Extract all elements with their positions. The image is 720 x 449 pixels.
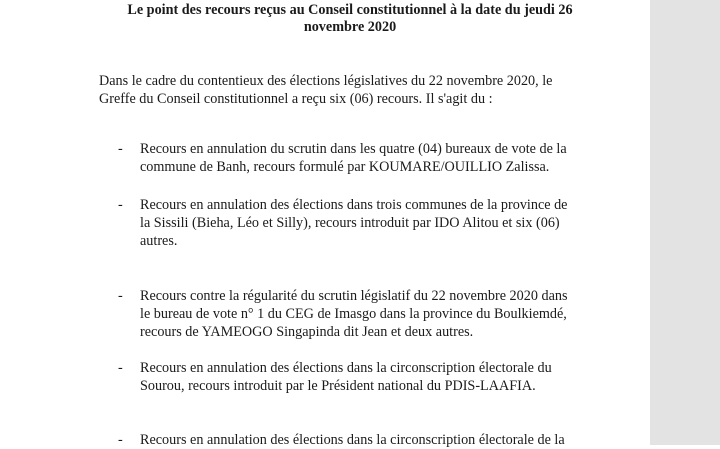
list-item-text <box>140 287 618 341</box>
list-item-line: Recours en annulation des élections dans trois communes de la province de <box>140 197 568 213</box>
list-item-line: Recours en annulation des élections dans la circonscription électorale du <box>140 360 552 376</box>
list-item-text <box>140 196 618 250</box>
list-item-line: Recours en annulation du scrutin dans les quatre (04) bureaux de vote de la <box>140 141 567 157</box>
list-item-text <box>140 359 618 395</box>
list-bullet: - <box>118 432 123 448</box>
page-title <box>80 2 620 36</box>
list-item-line: Sourou, recours introduit par le Président national du PDIS-LAAFIA. <box>140 378 536 394</box>
list-item-line: autres. <box>140 233 178 249</box>
list-bullet: - <box>118 360 123 376</box>
intro-line-2: Greffe du Conseil constitutionnel a reçu six (06) recours. Il s'agit du : <box>99 91 493 107</box>
list-item-line: commune de Banh, recours formulé par KOUMARE/OUILLIO Zalissa. <box>140 159 550 175</box>
list-item-line: la Sissili (Bieha, Léo et Silly), recours introduit par IDO Alitou et six (06) <box>140 215 560 231</box>
intro-paragraph <box>99 72 619 108</box>
list-item-line: Recours contre la régularité du scrutin législatif du 22 novembre 2020 dans <box>140 288 568 304</box>
list-item-text <box>140 140 618 176</box>
list-item-text <box>140 431 618 449</box>
list-item-line: Recours en annulation des élections dans la circonscription électorale de la <box>140 432 565 448</box>
list-bullet: - <box>118 288 123 304</box>
list-item-line: le bureau de vote n° 1 du CEG de Imasgo dans la province du Boulkiemdé, <box>140 306 567 322</box>
list-bullet: - <box>118 197 123 213</box>
title-line-1: Le point des recours reçus au Conseil constitutionnel à la date du jeudi 26 <box>127 2 573 18</box>
list-bullet: - <box>118 141 123 157</box>
title-line-2: novembre 2020 <box>303 19 397 35</box>
page-margin-background <box>650 0 720 445</box>
list-item-line: recours de YAMEOGO Singapinda dit Jean et deux autres. <box>140 324 474 340</box>
intro-line-1: Dans le cadre du contentieux des élections législatives du 22 novembre 2020, le <box>99 73 553 89</box>
